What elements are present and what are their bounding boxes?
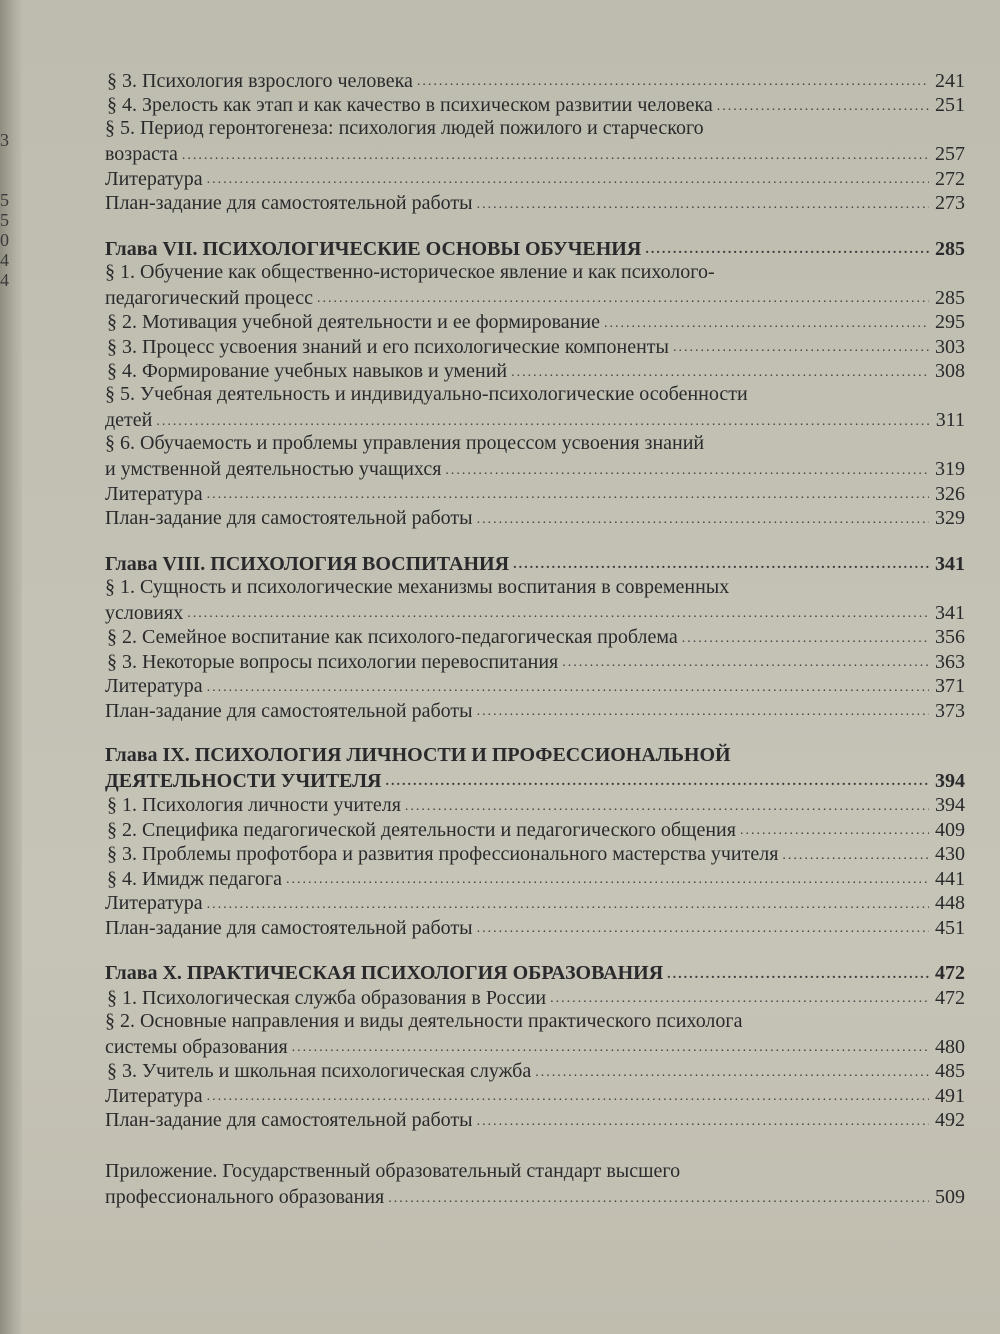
appendix-entry: профессионального образования ..... 509 xyxy=(105,1185,965,1210)
toc-entry: § 4. Зрелость как этап и как качество в психическом развитии человека ..... 251 xyxy=(105,93,965,118)
toc-entry: Литература ..... 491 xyxy=(105,1083,965,1108)
chapter-heading: Глава VIII. ПСИХОЛОГИЯ ВОСПИТАНИЯ ..... 341 xyxy=(105,551,965,576)
appendix-line1: Приложение. Государственный образовательный стандарт высшего xyxy=(105,1160,681,1182)
toc-entry: § 3. Проблемы профотбора и развития профессионального мастерства учителя ..... 430 xyxy=(105,842,965,867)
toc-entry: Литература ..... 448 xyxy=(105,891,965,916)
toc-entry: § 3. Учитель и школьная психологическая служба ..... 485 xyxy=(105,1059,965,1084)
toc-entry: План-задание для самостоятельной работы ..... 492 xyxy=(105,1108,965,1133)
margin-mark xyxy=(0,170,14,190)
toc-entry: § 3. Процесс усвоения знаний и его психологические компоненты ..... 303 xyxy=(105,334,965,359)
margin-mark: 0 xyxy=(0,230,9,250)
toc-entry: детей ..... 311 xyxy=(105,408,965,433)
margin-mark: 5 xyxy=(0,190,9,210)
margin-marks xyxy=(0,130,14,290)
toc-entry: § 3. Психология взрослого человека ..... 241 xyxy=(105,68,965,93)
margin-mark: 4 xyxy=(0,270,9,290)
chapter-heading: Глава X. ПРАКТИЧЕСКАЯ ПСИХОЛОГИЯ ОБРАЗОВАНИЯ ..... 472 xyxy=(105,961,965,986)
toc-entry: План-задание для самостоятельной работы ..... 329 xyxy=(105,506,965,531)
toc-entry: системы образования ..... 480 xyxy=(105,1034,965,1059)
toc-entry: Литература ..... 371 xyxy=(105,674,965,699)
toc-entry-line1: § 2. Основные направления и виды деятельности практического психолога xyxy=(105,1009,743,1032)
toc-entry: Литература ..... 272 xyxy=(105,166,965,191)
toc-entry: § 2. Специфика педагогической деятельности и педагогического общения ..... 409 xyxy=(105,817,965,842)
chapter-heading: Глава VII. ПСИХОЛОГИЧЕСКИЕ ОСНОВЫ ОБУЧЕНИЯ ..... 285 xyxy=(105,236,965,261)
margin-mark: 5 xyxy=(0,210,9,230)
toc-entry: возраста ..... 257 xyxy=(105,142,965,167)
toc-entry: § 2. Мотивация учебной деятельности и ее формирование ..... 295 xyxy=(105,310,965,335)
margin-mark: 4 xyxy=(0,250,9,270)
toc-entry: педагогический процесс ..... 285 xyxy=(105,285,965,310)
toc-entry: и умственной деятельностью учащихся ..... 319 xyxy=(105,457,965,482)
toc-entry: § 1. Психологическая служба образования в России ..... 472 xyxy=(105,985,965,1010)
margin-mark: 3 xyxy=(0,130,9,150)
toc-entry-line1: § 1. Обучение как общественно-историческое явление и как психолого- xyxy=(105,260,715,283)
toc-entry: § 2. Семейное воспитание как психолого-педагогическая проблема ..... 356 xyxy=(105,625,965,650)
toc-entry: План-задание для самостоятельной работы ..... 451 xyxy=(105,915,965,940)
chapter-heading: ДЕЯТЕЛЬНОСТИ УЧИТЕЛЯ ..... 394 xyxy=(105,768,965,793)
toc-entry: План-задание для самостоятельной работы ..... 273 xyxy=(105,191,965,216)
toc-entry: § 4. Формирование учебных навыков и умений ..... 308 xyxy=(105,359,965,384)
toc-entry-line1: § 1. Сущность и психологические механизмы воспитания в современных xyxy=(105,575,730,598)
toc-entry: Литература ..... 326 xyxy=(105,481,965,506)
toc-entry: условиях ..... 341 xyxy=(105,600,965,625)
toc-entry: § 1. Психология личности учителя ..... 394 xyxy=(105,793,965,818)
toc-entry: План-задание для самостоятельной работы ..... 373 xyxy=(105,698,965,723)
toc-entry: § 4. Имидж педагога ..... 441 xyxy=(105,866,965,891)
toc-entry-line1: § 6. Обучаемость и проблемы управления процессом усвоения знаний xyxy=(105,432,705,454)
margin-mark xyxy=(0,150,14,170)
table-of-contents xyxy=(105,68,965,1209)
toc-entry-line1: § 5. Период геронтогенеза: психология людей пожилого и старческого xyxy=(105,117,704,139)
chapter-heading-line1: Глава IX. ПСИХОЛОГИЯ ЛИЧНОСТИ И ПРОФЕССИОНАЛЬНОЙ xyxy=(105,743,731,766)
toc-entry-line1: § 5. Учебная деятельность и индивидуально-психологические особенности xyxy=(105,383,748,405)
toc-entry: § 3. Некоторые вопросы психологии перевоспитания ..... 363 xyxy=(105,649,965,674)
